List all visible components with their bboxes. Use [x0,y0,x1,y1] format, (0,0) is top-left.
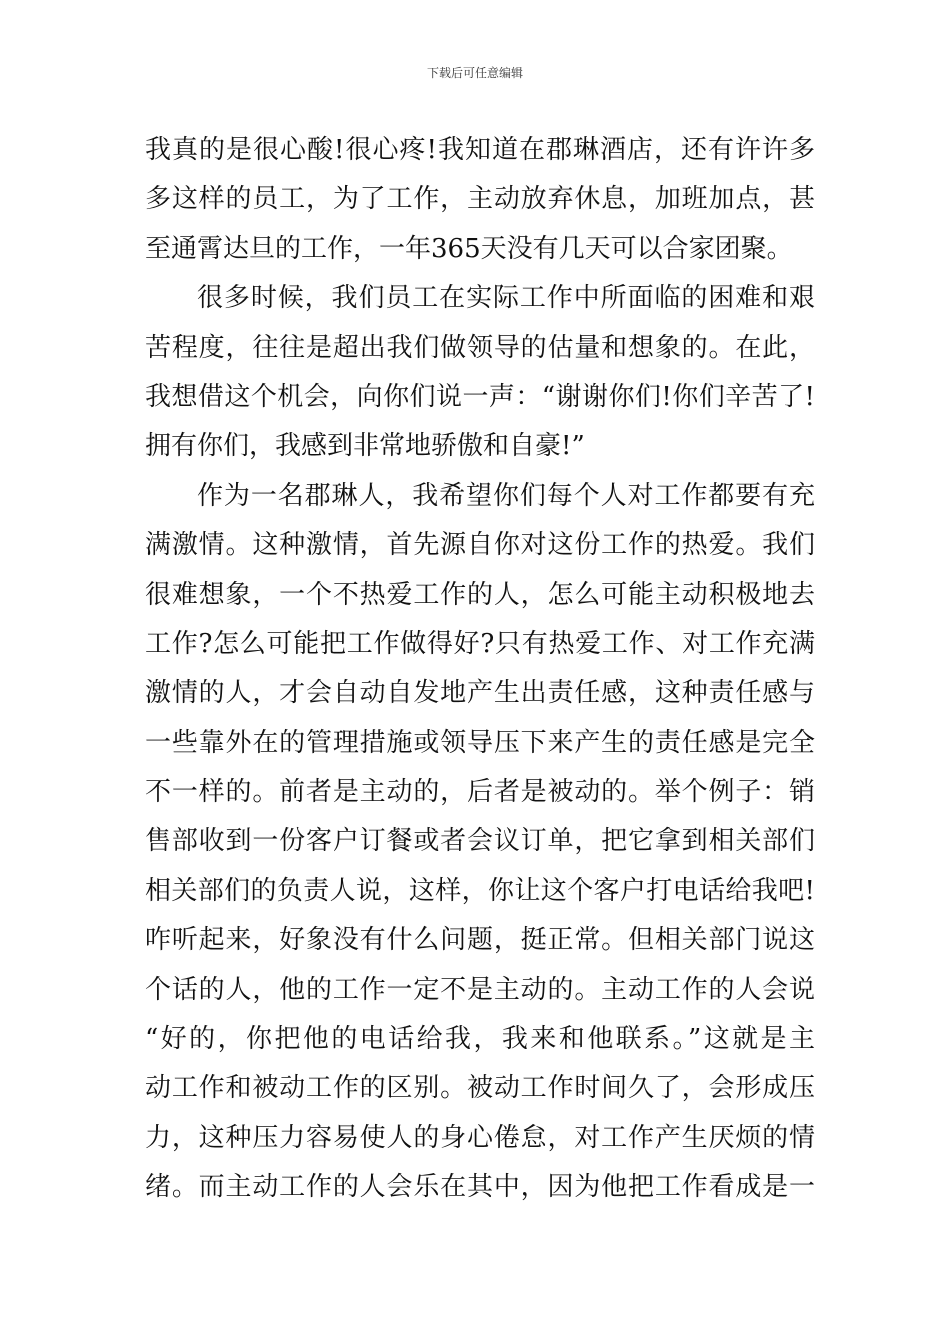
text-line: 力，这种压力容易使人的身心倦怠，对工作产生厌烦的情 [145,1122,815,1153]
document-body [145,126,815,1213]
text-line: 激情的人，才会自动自发地产生出责任感，这种责任感与 [145,678,815,709]
text-line: 我真的是很心酸!很心疼!我知道在郡琳酒店，还有许许多 [145,135,815,165]
text-line: 相关部们的负责人说，这样，你让这个客户打电话给我吧! [145,875,815,906]
text-line: 满激情。这种激情，首先源自你对这份工作的热爱。我们 [145,530,815,561]
text-line: 动工作和被动工作的区别。被动工作时间久了，会形成压 [145,1073,815,1104]
text-line: 拥有你们，我感到非常地骄傲和自豪!” [145,431,585,462]
text-line: 个话的人，他的工作一定不是主动的。主动工作的人会说 [145,974,815,1005]
text-line: 很多时候，我们员工在实际工作中所面临的困难和艰 [197,283,815,314]
text-line: 我想借这个机会，向你们说一声：“谢谢你们!你们辛苦了! [145,381,815,412]
text-line: 很难想象，一个不热爱工作的人，怎么可能主动积极地去 [145,579,815,610]
text-line: 工作?怎么可能把工作做得好?只有热爱工作、对工作充满 [145,628,815,659]
text-line: 不一样的。前者是主动的，后者是被动的。举个例子：销 [145,777,815,808]
text-line: 多这样的员工，为了工作，主动放弃休息，加班加点，甚 [145,184,815,215]
text-line: 一些靠外在的管理措施或领导压下来产生的责任感是完全 [145,727,815,758]
text-line: 咋听起来，好象没有什么问题，挺正常。但相关部门说这 [145,925,815,956]
text-line: 作为一名郡琳人，我希望你们每个人对工作都要有充 [197,480,815,511]
text-line: 售部收到一份客户订餐或者会议订单，把它拿到相关部们 [145,826,815,857]
text-line: “好的，你把他的电话给我，我来和他联系。”这就是主 [145,1024,815,1055]
text-line: 绪。而主动工作的人会乐在其中，因为他把工作看成是一 [145,1172,815,1203]
page-header: 下载后可任意编辑 [426,66,523,80]
text-line: 至通霄达旦的工作，一年365天没有几天可以合家团聚。 [145,233,793,264]
text-line: 苦程度，往往是超出我们做领导的估量和想象的。在此， [145,332,815,363]
